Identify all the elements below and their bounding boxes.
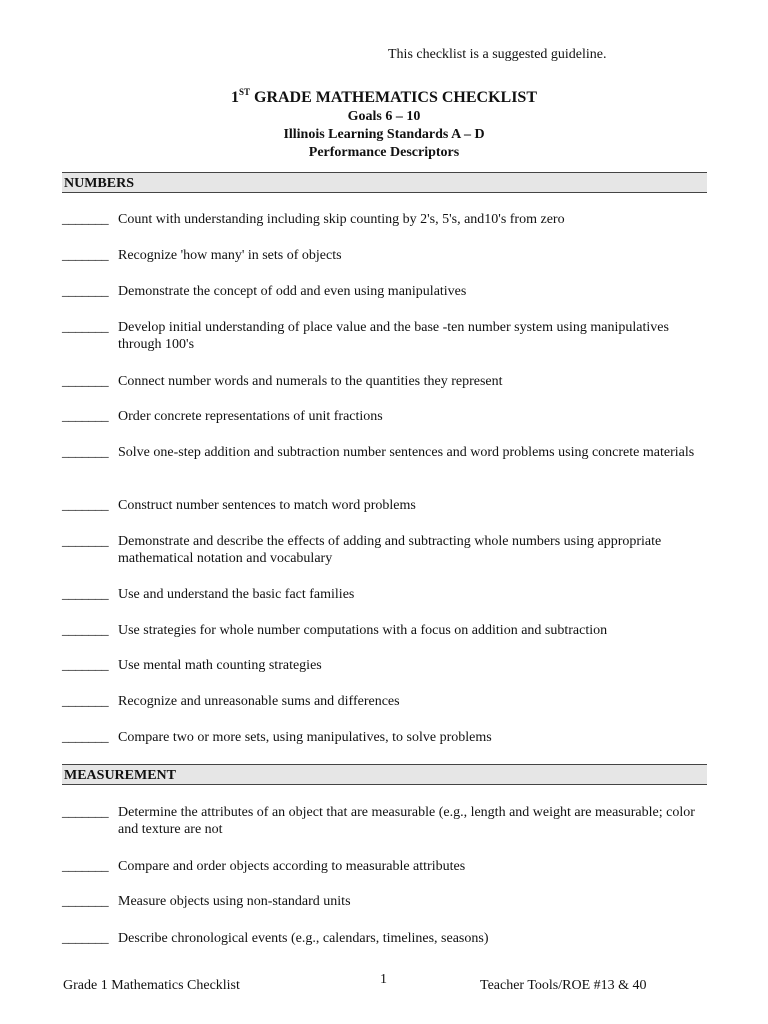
checklist-item (62, 497, 710, 514)
descriptors-subtitle: Performance Descriptors (308, 145, 460, 160)
title-text: GRADE MATHEMATICS CHECKLIST (250, 89, 537, 106)
item-text: Compare two or more sets, using manipulatives, to solve problems (118, 730, 492, 745)
checklist-item (62, 319, 710, 353)
title-block (0, 82, 768, 162)
item-text: Measure objects using non-standard units (118, 894, 351, 909)
checkbox-blank: _______ (62, 859, 109, 874)
checklist-item (62, 930, 710, 947)
checkbox-blank: _______ (62, 894, 109, 909)
checkbox-blank: _______ (62, 658, 109, 673)
checkbox-blank: _______ (62, 694, 109, 709)
checklist-item (62, 893, 710, 910)
checklist-item (62, 408, 710, 425)
checklist-item (62, 533, 710, 567)
checkbox-blank: _______ (62, 730, 109, 745)
title-superscript: ST (238, 87, 250, 97)
checkbox-blank: _______ (62, 534, 109, 549)
checklist-item (62, 444, 710, 461)
checklist-item (62, 693, 710, 710)
measurement-section-header: MEASUREMENT (62, 764, 707, 785)
checkbox-blank: _______ (62, 284, 109, 299)
item-text: Compare and order objects according to measurable attributes (118, 859, 466, 874)
item-text: Order concrete representations of unit fractions (118, 409, 383, 424)
goals-subtitle: Goals 6 – 10 (347, 109, 421, 124)
checkbox-blank: _______ (62, 623, 109, 638)
title-number: 1 (230, 89, 239, 106)
standards-subtitle: Illinois Learning Standards A – D (283, 127, 485, 142)
checkbox-blank: _______ (62, 445, 109, 460)
checklist-item (62, 858, 710, 875)
item-text: Describe chronological events (e.g., calendars, timelines, seasons) (118, 931, 489, 946)
item-text: Develop initial understanding of place value and the base -ten number system using manipulatives through 100's (118, 320, 669, 352)
checklist-item (62, 729, 710, 746)
item-text: Use and understand the basic fact families (118, 587, 355, 602)
checkbox-blank: _______ (62, 248, 109, 263)
checkbox-blank: _______ (62, 212, 109, 227)
footer-title: Grade 1 Mathematics Checklist (63, 978, 240, 993)
checkbox-blank: _______ (62, 409, 109, 424)
item-text: Demonstrate the concept of odd and even using manipulatives (118, 284, 467, 299)
checklist-item (62, 622, 710, 639)
footer-source: Teacher Tools/ROE #13 & 40 (480, 978, 647, 993)
item-text: Count with understanding including skip counting by 2's, 5's, and10's from zero (118, 212, 565, 227)
checklist-item (62, 804, 710, 838)
checklist-item (62, 373, 710, 390)
checkbox-blank: _______ (62, 805, 109, 820)
checkbox-blank: _______ (62, 320, 109, 335)
item-text: Solve one-step addition and subtraction number sentences and word problems using concrete materials (118, 445, 695, 460)
item-text: Construct number sentences to match word problems (118, 498, 416, 513)
item-text: Recognize 'how many' in sets of objects (118, 248, 342, 263)
item-text: Determine the attributes of an object that are measurable (e.g., length and weight are measurable; color and texture are not (118, 805, 695, 837)
checkbox-blank: _______ (62, 587, 109, 602)
page-number: 1 (380, 972, 387, 987)
guideline-note: This checklist is a suggested guideline. (388, 47, 607, 62)
checklist-item (62, 247, 710, 264)
checklist-item (62, 283, 710, 300)
checklist-item (62, 211, 710, 228)
numbers-section-header: NUMBERS (62, 172, 707, 193)
page-title (0, 82, 768, 108)
checkbox-blank: _______ (62, 498, 109, 513)
checklist-item (62, 657, 710, 674)
checkbox-blank: _______ (62, 931, 109, 946)
item-text: Use strategies for whole number computations with a focus on addition and subtraction (118, 623, 608, 638)
checklist-item (62, 586, 710, 603)
item-text: Demonstrate and describe the effects of adding and subtracting whole numbers using appropriate mathematical notation and vocabulary (118, 534, 662, 566)
item-text: Recognize and unreasonable sums and differences (118, 694, 400, 709)
item-text: Connect number words and numerals to the quantities they represent (118, 374, 503, 389)
checkbox-blank: _______ (62, 374, 109, 389)
item-text: Use mental math counting strategies (118, 658, 322, 673)
